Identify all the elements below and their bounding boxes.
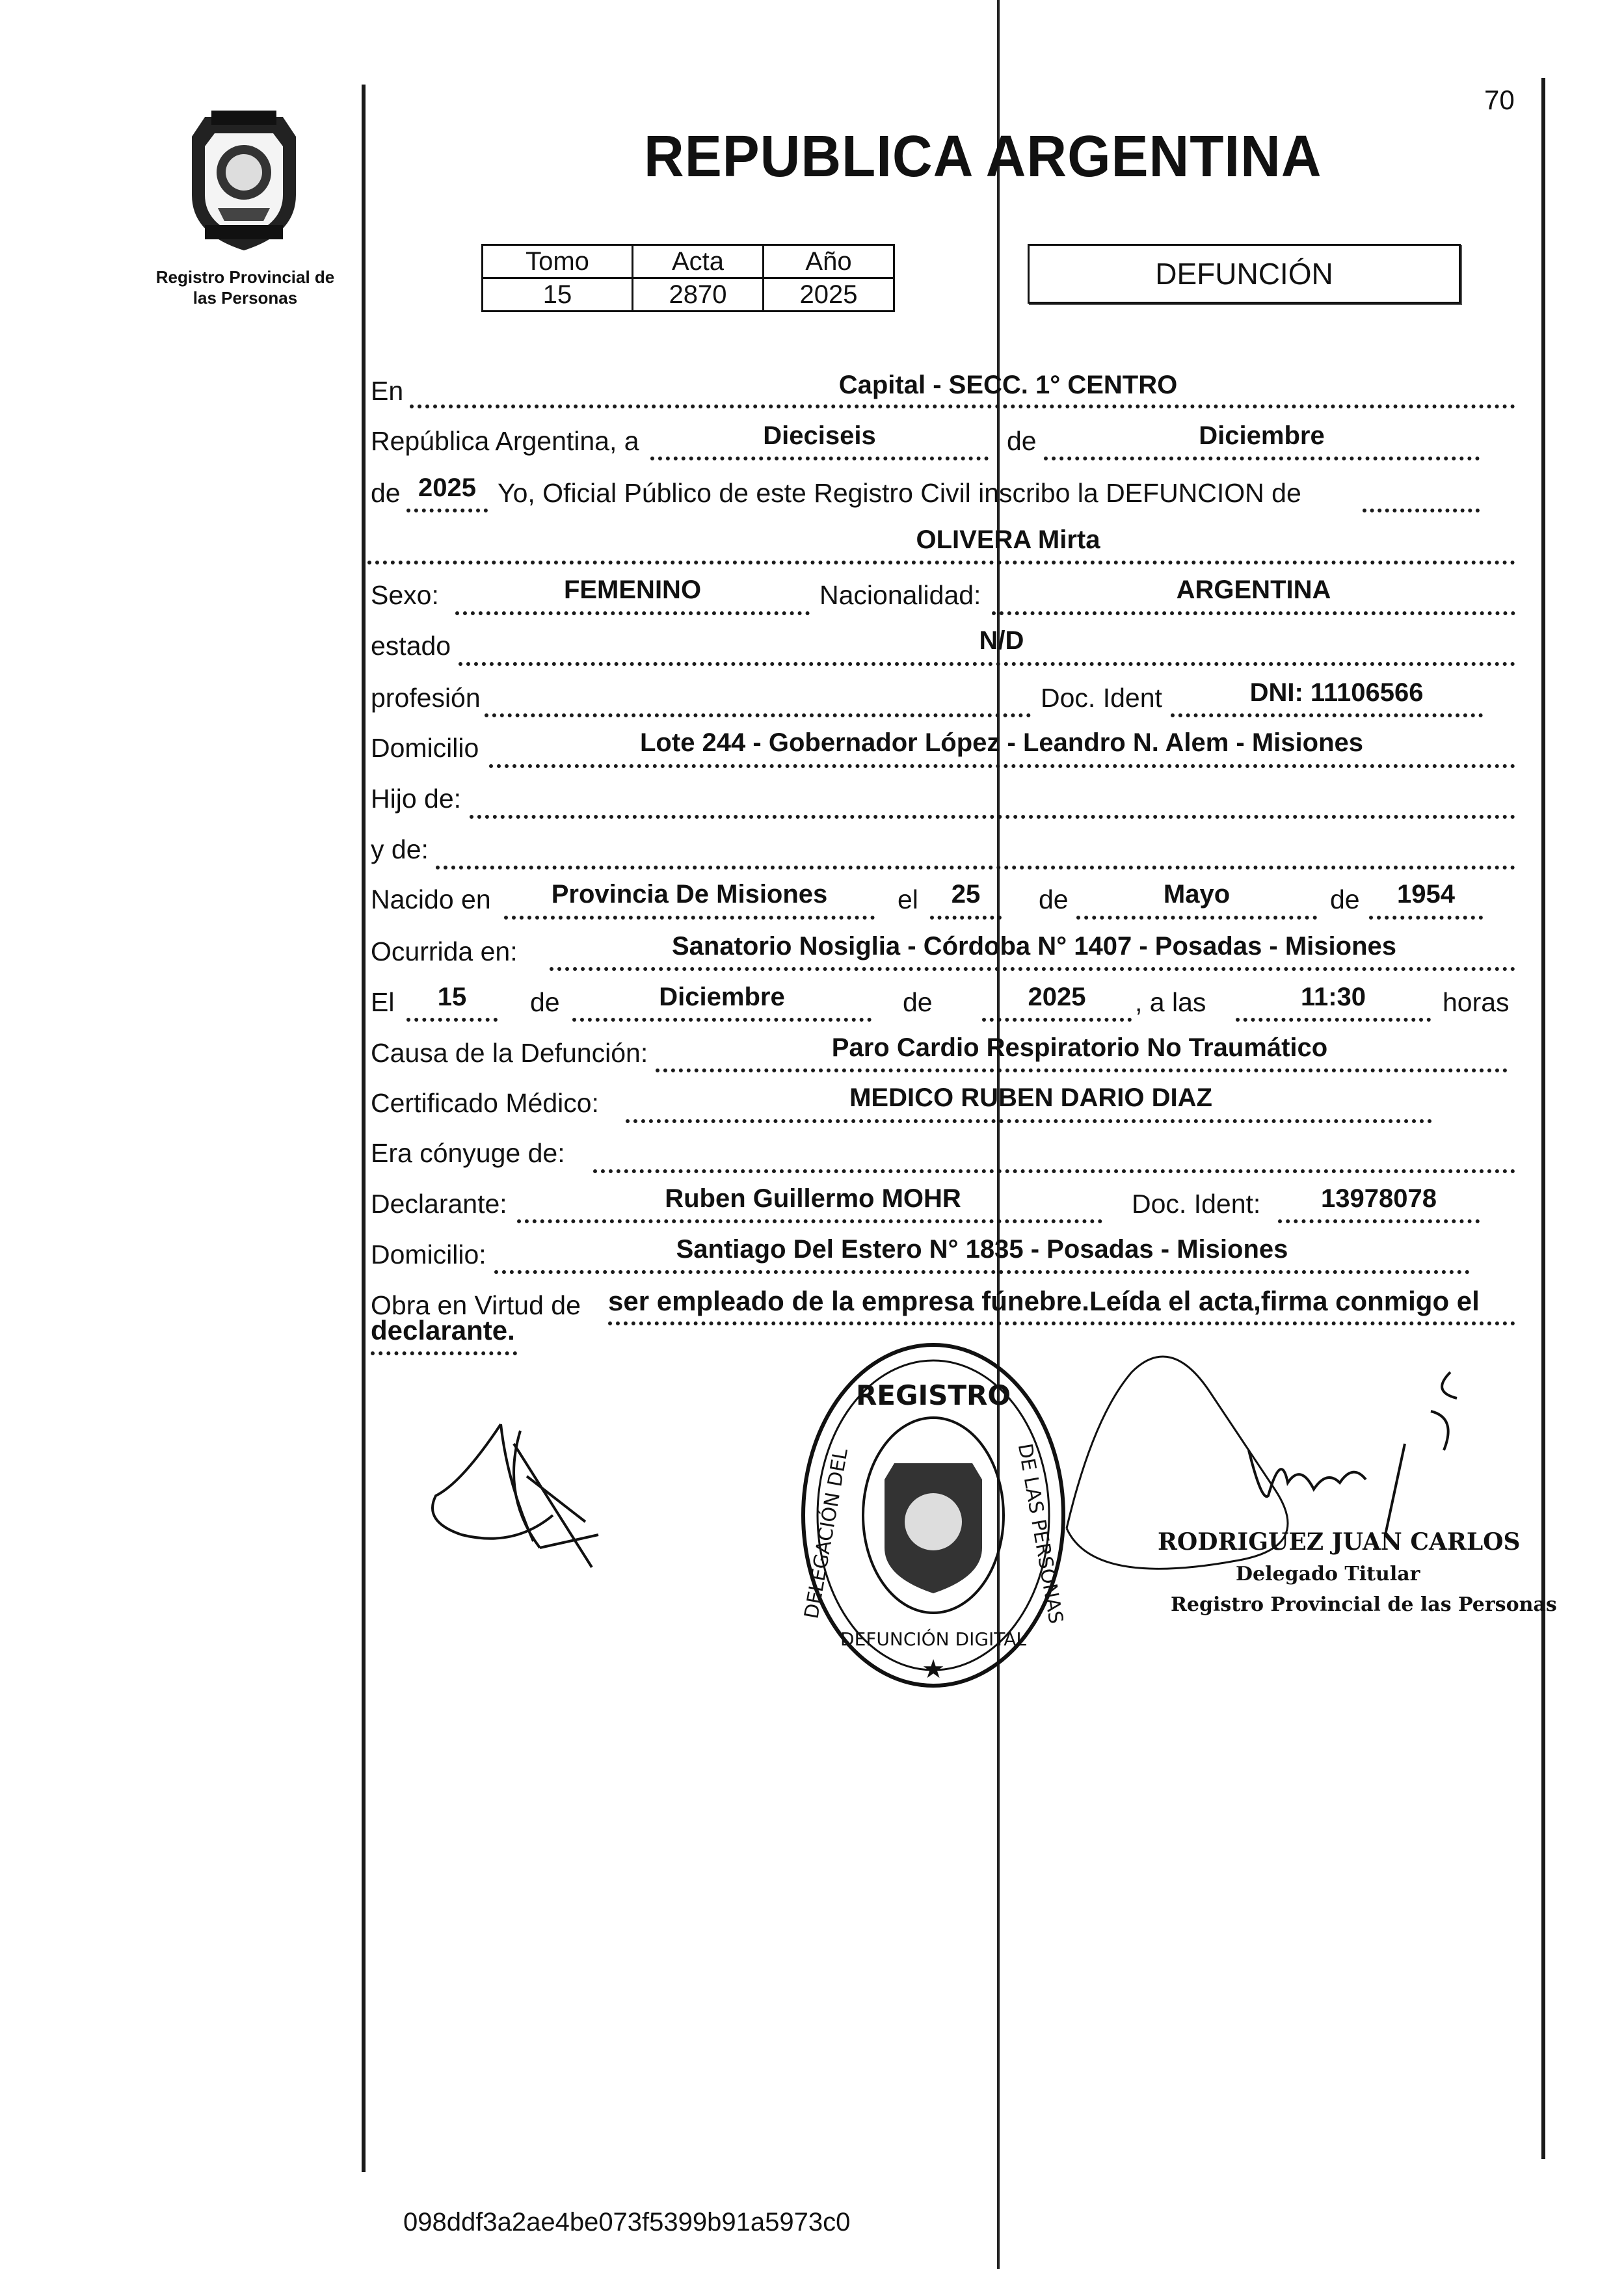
official-name: RODRIGUEZ JUAN CARLOS xyxy=(1158,1528,1521,1556)
value-tomo: 15 xyxy=(483,278,633,312)
sexo-value: FEMENINO xyxy=(563,576,702,604)
death-month-dots xyxy=(572,1018,872,1022)
el-label: el xyxy=(898,884,918,914)
death-time-dots xyxy=(1236,1018,1431,1022)
conyuge-label: Era cónyuge de: xyxy=(371,1138,565,1168)
month-dots xyxy=(1044,457,1480,460)
hijo-dots xyxy=(470,815,1515,819)
header-acta: Acta xyxy=(633,245,764,278)
decl-domicilio-dots xyxy=(494,1270,1470,1274)
declarante-label: Declarante: xyxy=(371,1189,507,1219)
birth-month-dots xyxy=(1076,916,1317,920)
obra-text-line1: ser empleado de la empresa fúnebre.Leída el acta,firma conmigo el xyxy=(608,1286,1480,1316)
left-margin-line xyxy=(362,85,366,2172)
en-dots xyxy=(410,405,1515,408)
scan-fold-line xyxy=(997,0,1000,2269)
page-title: REPUBLICA ARGENTINA xyxy=(644,124,1322,189)
table-header-row xyxy=(483,245,894,278)
decl-doc-label: Doc. Ident: xyxy=(1132,1189,1261,1219)
obra-label: Obra en Virtud de xyxy=(371,1290,581,1320)
day-words: Dieciseis xyxy=(763,421,876,450)
page-number: 70 xyxy=(1484,85,1515,115)
birth-day-dots xyxy=(930,916,1002,920)
doc-dots xyxy=(1171,713,1483,717)
decl-doc-dots xyxy=(1278,1219,1480,1223)
record-reference-table xyxy=(481,244,895,312)
death-day-dots xyxy=(406,1018,498,1022)
death-month: Diciembre xyxy=(659,983,785,1011)
official-office: Registro Provincial de las Personas xyxy=(1171,1593,1557,1616)
value-acta: 2870 xyxy=(633,278,764,312)
causa-value: Paro Cardio Respiratorio No Traumático xyxy=(831,1033,1328,1062)
star-icon: ★ xyxy=(922,1654,945,1684)
death-de1-label: de xyxy=(530,987,560,1017)
stamp-outer-text-left: DELEGACIÓN DEL xyxy=(800,1446,853,1621)
horas-label: horas xyxy=(1443,987,1510,1017)
birth-year-dots xyxy=(1369,916,1483,920)
registry-caption-line2: las Personas xyxy=(193,288,298,308)
year-prefix-label: de xyxy=(371,478,401,508)
birth-de1-label: de xyxy=(1039,884,1069,914)
table-row xyxy=(483,278,894,312)
domicilio-dots xyxy=(489,764,1515,768)
nacido-lugar: Provincia De Misiones xyxy=(551,880,828,909)
doc-value: DNI: 11106566 xyxy=(1249,678,1424,707)
nacido-label: Nacido en xyxy=(371,884,491,914)
declarante-value: Ruben Guillermo MOHR xyxy=(665,1184,961,1213)
en-label: En xyxy=(371,376,404,406)
decl-domicilio-value: Santiago Del Estero N° 1835 - Posadas - Misiones xyxy=(676,1235,1288,1264)
causa-label: Causa de la Defunción: xyxy=(371,1038,648,1068)
official-role: Delegado Titular xyxy=(1236,1563,1420,1586)
provincial-crest-logo xyxy=(166,98,322,254)
right-margin-line xyxy=(1541,78,1545,2159)
death-de2-label: de xyxy=(903,987,933,1017)
birth-day: 25 xyxy=(951,880,981,909)
statement-dots xyxy=(1363,509,1480,512)
birth-month: Mayo xyxy=(1163,880,1231,909)
obra-dots-1 xyxy=(608,1321,1515,1325)
name-dots xyxy=(367,561,1515,564)
domicilio-value: Lote 244 - Gobernador López - Leandro N. Alem - Misiones xyxy=(640,728,1363,757)
republica-label: República Argentina, a xyxy=(371,426,639,456)
registry-caption-line1: Registro Provincial de xyxy=(155,267,335,287)
nacionalidad-value: ARGENTINA xyxy=(1176,576,1331,604)
death-year-dots xyxy=(982,1018,1132,1022)
hijo-label: Hijo de: xyxy=(371,784,462,814)
el2-label: El xyxy=(371,987,395,1017)
ocurrida-dots xyxy=(550,967,1515,971)
declarant-signature xyxy=(423,1418,618,1587)
de-label: de xyxy=(1007,426,1037,456)
ocurrida-value: Sanatorio Nosiglia - Córdoba N° 1407 - Posadas - Misiones xyxy=(671,932,1397,961)
birth-year: 1954 xyxy=(1397,880,1455,909)
birth-de2-label: de xyxy=(1330,884,1360,914)
registry-stamp xyxy=(797,1340,1070,1691)
stamp-inner-text: DEFUNCIÓN DIGITAL xyxy=(840,1628,1026,1650)
day-dots xyxy=(650,457,989,460)
record-type-box: DEFUNCIÓN xyxy=(1028,244,1461,304)
stamp-outer-text-top: REGISTRO xyxy=(855,1379,1011,1411)
month-value: Diciembre xyxy=(1199,421,1325,450)
certificado-value: MEDICO RUBEN DARIO DIAZ xyxy=(849,1083,1212,1112)
declarante-dots xyxy=(517,1219,1102,1223)
deceased-name: OLIVERA Mirta xyxy=(916,525,1100,554)
conyuge-dots xyxy=(593,1169,1515,1173)
decl-doc-value: 13978078 xyxy=(1321,1184,1437,1213)
certificado-dots xyxy=(626,1119,1432,1123)
death-day: 15 xyxy=(437,983,467,1011)
sexo-dots xyxy=(455,611,810,615)
document-hash: 098ddf3a2ae4be073f5399b91a5973c0 xyxy=(403,2208,851,2236)
yde-dots xyxy=(436,866,1515,869)
death-time: 11:30 xyxy=(1300,983,1366,1011)
profesion-label: profesión xyxy=(371,683,481,713)
obra-text-line2: declarante. xyxy=(371,1315,515,1346)
causa-dots xyxy=(656,1068,1508,1072)
statement-text: Yo, Oficial Público de este Registro Civil inscribo la DEFUNCION de xyxy=(498,478,1301,508)
doc-label: Doc. Ident xyxy=(1041,683,1162,713)
estado-dots xyxy=(459,662,1515,666)
profesion-dots xyxy=(485,713,1031,717)
death-year: 2025 xyxy=(1028,983,1086,1011)
yde-label: y de: xyxy=(371,834,429,864)
decl-domicilio-label: Domicilio: xyxy=(371,1240,486,1269)
year-dots xyxy=(406,509,488,512)
registry-caption xyxy=(138,267,353,308)
value-anio: 2025 xyxy=(764,278,894,312)
alas-label: , a las xyxy=(1135,987,1206,1017)
estado-label: estado xyxy=(371,631,451,661)
header-tomo: Tomo xyxy=(483,245,633,278)
obra-dots-2 xyxy=(371,1351,517,1355)
year-value: 2025 xyxy=(418,473,476,502)
estado-value: N/D xyxy=(979,626,1024,655)
nacionalidad-label: Nacionalidad: xyxy=(819,580,981,610)
header-anio: Año xyxy=(764,245,894,278)
nacionalidad-dots xyxy=(992,611,1515,615)
en-value: Capital - SECC. 1° CENTRO xyxy=(838,371,1178,399)
certificado-label: Certificado Médico: xyxy=(371,1088,599,1118)
ocurrida-label: Ocurrida en: xyxy=(371,936,518,966)
domicilio-label: Domicilio xyxy=(371,733,479,763)
stamp-outer-text-right: DE LAS PERSONAS xyxy=(1013,1442,1067,1626)
sexo-label: Sexo: xyxy=(371,580,439,610)
nacido-dots xyxy=(504,916,875,920)
